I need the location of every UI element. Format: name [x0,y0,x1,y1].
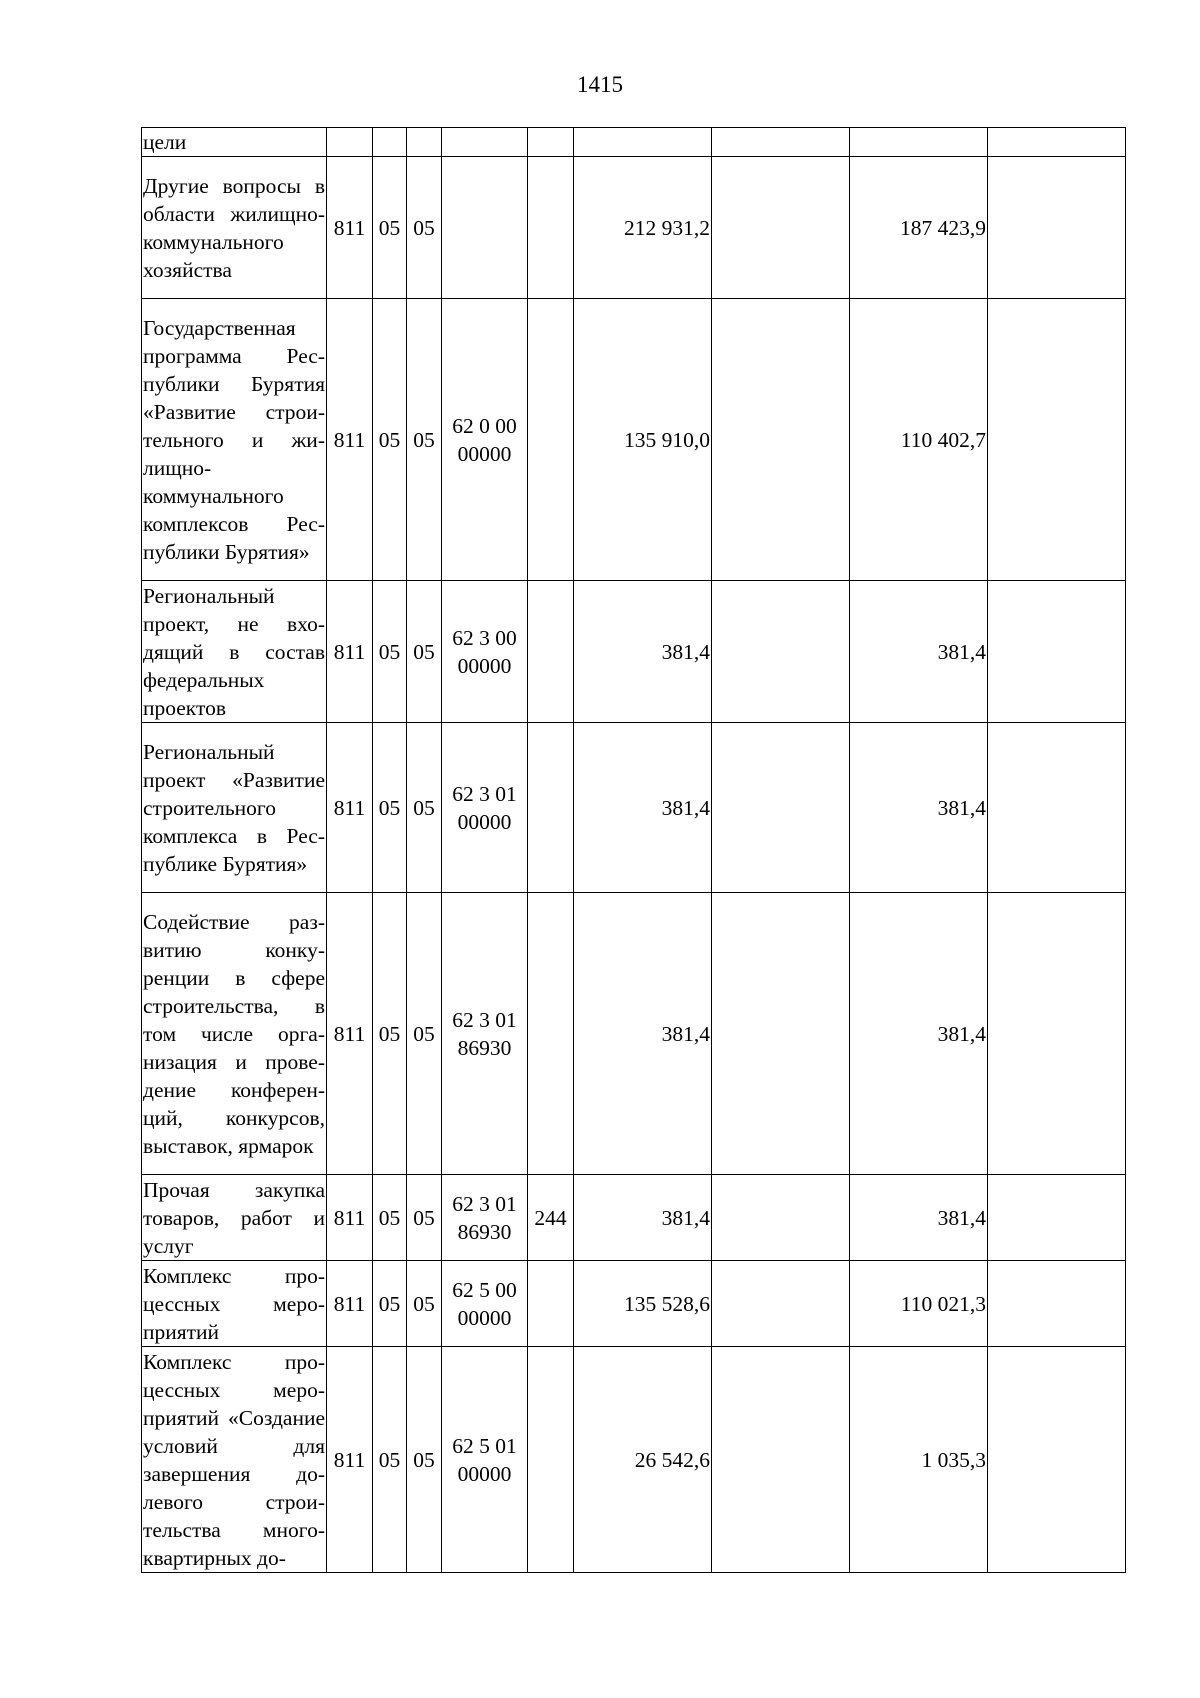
row-vr [528,1347,574,1573]
row-csr: 62 0 00 00000 [442,299,528,581]
row-sum-2 [712,128,850,157]
row-vr [528,128,574,157]
table-row [142,299,1126,581]
row-sum-1: 381,4 [574,1175,712,1261]
row-sum-4 [988,157,1126,299]
row-sum-1: 381,4 [574,893,712,1175]
row-rz: 05 [373,893,407,1175]
row-rz: 05 [373,157,407,299]
row-sum-4 [988,1261,1126,1347]
row-grbs: 811 [327,1175,373,1261]
row-sum-3: 381,4 [850,581,988,723]
row-name: Комплекс процессных мероприятий [142,1261,327,1347]
budget-table [141,127,1126,1573]
row-pr: 05 [407,581,442,723]
row-rz: 05 [373,1175,407,1261]
row-csr: 62 5 01 00000 [442,1347,528,1573]
row-vr [528,157,574,299]
row-sum-2 [712,157,850,299]
row-pr: 05 [407,157,442,299]
row-sum-4 [988,1175,1126,1261]
table-row [142,893,1126,1175]
row-vr [528,723,574,893]
table-row [142,723,1126,893]
row-sum-1: 135 528,6 [574,1261,712,1347]
row-grbs: 811 [327,1261,373,1347]
row-rz: 05 [373,299,407,581]
row-pr: 05 [407,893,442,1175]
row-sum-3: 381,4 [850,893,988,1175]
row-sum-4 [988,1347,1126,1573]
row-csr: 62 3 01 86930 [442,893,528,1175]
row-sum-1 [574,128,712,157]
row-sum-1: 26 542,6 [574,1347,712,1573]
row-sum-1: 381,4 [574,581,712,723]
row-pr: 05 [407,1175,442,1261]
row-rz: 05 [373,1347,407,1573]
table-row [142,157,1126,299]
row-pr: 05 [407,1261,442,1347]
row-sum-2 [712,893,850,1175]
row-name: Государственная программа Республики Бурятия «Развитие строительного и жилищно-коммунального комплексов Республики Бурятия» [142,299,327,581]
row-sum-1: 135 910,0 [574,299,712,581]
row-csr [442,128,528,157]
row-grbs: 811 [327,723,373,893]
row-name: Содействие развитию конкуренции в сфере строительства, в том числе организация и проведение конференций, конкурсов, выставок, ярмарок [142,893,327,1175]
row-csr: 62 3 00 00000 [442,581,528,723]
row-pr [407,128,442,157]
row-sum-3: 381,4 [850,1175,988,1261]
row-pr: 05 [407,1347,442,1573]
row-csr: 62 3 01 86930 [442,1175,528,1261]
row-name: цели [142,128,327,157]
row-name: Другие вопросы в области жилищно-коммунального хозяйства [142,157,327,299]
row-grbs: 811 [327,893,373,1175]
row-vr [528,299,574,581]
row-sum-2 [712,299,850,581]
row-rz: 05 [373,581,407,723]
table-row [142,581,1126,723]
row-sum-4 [988,723,1126,893]
row-rz [373,128,407,157]
row-sum-4 [988,581,1126,723]
table-row [142,1175,1126,1261]
row-sum-3: 187 423,9 [850,157,988,299]
row-name: Региональный проект, не входящий в состав федеральных проектов [142,581,327,723]
row-sum-2 [712,1347,850,1573]
row-rz: 05 [373,723,407,893]
row-sum-2 [712,723,850,893]
row-sum-1: 381,4 [574,723,712,893]
row-sum-3: 1 035,3 [850,1347,988,1573]
page-number: 1415 [577,72,623,97]
row-vr: 244 [528,1175,574,1261]
row-vr [528,581,574,723]
row-vr [528,893,574,1175]
row-grbs: 811 [327,157,373,299]
row-name: Прочая закупка товаров, работ и услуг [142,1175,327,1261]
row-csr: 62 3 01 00000 [442,723,528,893]
row-sum-4 [988,893,1126,1175]
row-sum-1: 212 931,2 [574,157,712,299]
row-sum-3 [850,128,988,157]
row-name: Комплекс процессных мероприятий «Создание условий для завершения долевого строительства многоквартирных до- [142,1347,327,1573]
table-row [142,1261,1126,1347]
row-pr: 05 [407,299,442,581]
row-csr [442,157,528,299]
row-sum-3: 110 402,7 [850,299,988,581]
table-row [142,128,1126,157]
row-sum-4 [988,299,1126,581]
row-rz: 05 [373,1261,407,1347]
row-pr: 05 [407,723,442,893]
row-vr [528,1261,574,1347]
row-grbs: 811 [327,581,373,723]
row-sum-3: 110 021,3 [850,1261,988,1347]
row-csr: 62 5 00 00000 [442,1261,528,1347]
row-sum-2 [712,581,850,723]
row-name: Региональный проект «Развитие строительного комплекса в Республике Бурятия» [142,723,327,893]
table-row [142,1347,1126,1573]
row-grbs: 811 [327,299,373,581]
row-sum-3: 381,4 [850,723,988,893]
row-sum-2 [712,1175,850,1261]
row-sum-2 [712,1261,850,1347]
row-grbs: 811 [327,1347,373,1573]
row-grbs [327,128,373,157]
row-sum-4 [988,128,1126,157]
